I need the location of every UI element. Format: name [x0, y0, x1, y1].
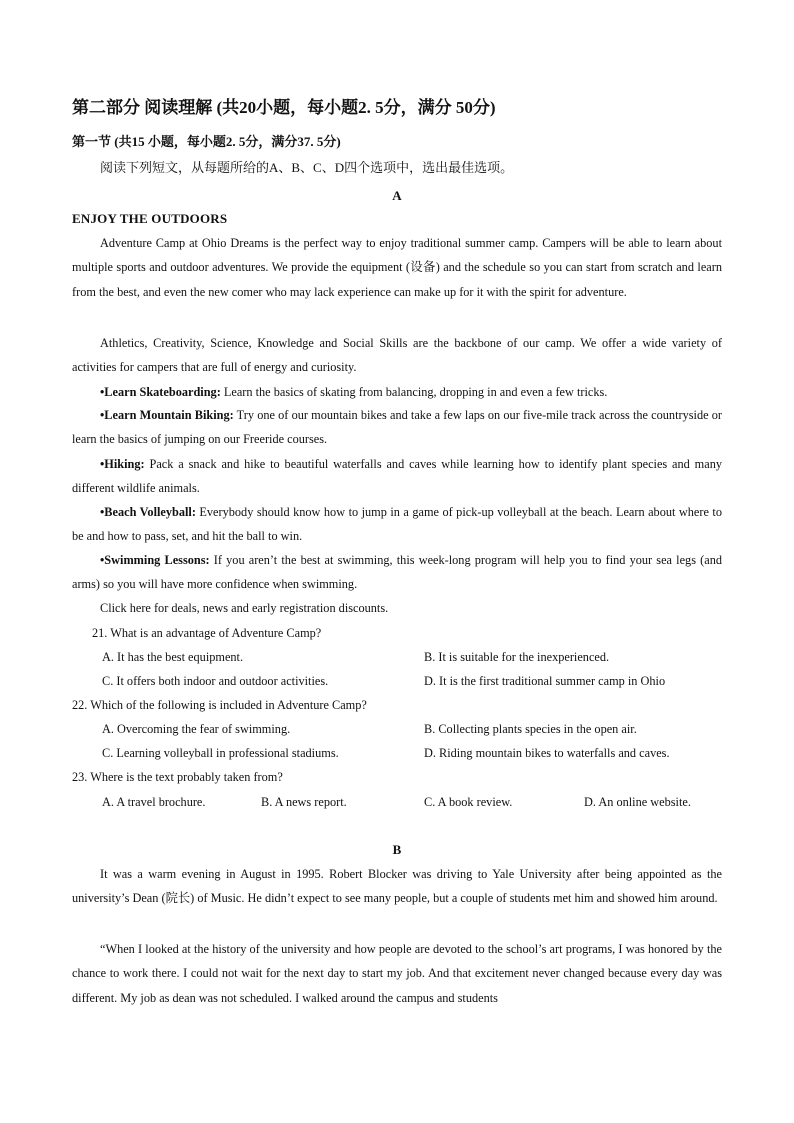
question-22-option-a: A. Overcoming the fear of swimming. — [102, 722, 291, 736]
bullet-label: •Hiking: — [100, 457, 145, 471]
question-21-option-c: C. It offers both indoor and outdoor activities. — [102, 674, 329, 688]
question-21-option-b: B. It is suitable for the inexperienced. — [424, 650, 610, 664]
section-subtitle: 第一节 (共15 小题，每小题2. 5分，满分37. 5分) — [72, 134, 341, 149]
instruction-text: 阅读下列短文，从每题所给的A、B、C、D四个选项中，选出最佳选项。 — [100, 160, 514, 175]
part-title: 第二部分 阅读理解 (共20小题，每小题2. 5分，满分 50分) — [72, 98, 496, 117]
passage-b-paragraph-1: It was a warm evening in August in 1995. Robert Blocker was driving to Yale University after being appointed as the university’s Dean (院长) of Music. He didn’t expect to see many people, but a couple of students met him and showed him around. — [72, 867, 722, 906]
bullet-text: If you aren’t the best at swimming, this week-long program will help you to find your sea legs (and arms) so you will have more confidence when swimming. — [72, 553, 722, 592]
question-23-option-b: B. A news report. — [261, 795, 347, 809]
question-22-option-d: D. Riding mountain bikes to waterfalls and caves. — [424, 746, 670, 760]
bullet-text: Pack a snack and hike to beautiful waterfalls and caves while learning how to identify plant species and many different wildlife animals. — [72, 457, 722, 496]
bullet-label: •Learn Skateboarding: — [100, 385, 221, 399]
question-21-option-d: D. It is the first traditional summer camp in Ohio — [424, 674, 666, 688]
passage-heading: ENJOY THE OUTDOORS — [72, 211, 228, 226]
bullet-swimming-lessons — [72, 548, 722, 597]
question-22-option-b: B. Collecting plants species in the open air. — [424, 722, 637, 736]
bullet-label: •Learn Mountain Biking: — [100, 408, 234, 422]
bullet-text: Everybody should know how to jump in a game of pick-up volleyball at the beach. Learn about where to be and how to pass, set, and hit the ball to win. — [72, 505, 722, 544]
question-21-stem: 21. What is an advantage of Adventure Camp? — [92, 626, 322, 640]
bullet-label: •Swimming Lessons: — [100, 553, 210, 567]
question-23-option-c: C. A book review. — [424, 795, 513, 809]
passage-a-paragraph-1: Adventure Camp at Ohio Dreams is the perfect way to enjoy traditional summer camp. Campers will be able to learn about multiple sports and outdoor adventures. We provide the equipment (设备) and the schedule so you can start from scratch and learn from the best, and even the new comer who may lack experience can make up for it with the spirit for adventure. — [72, 236, 722, 299]
bullet-text: Learn the basics of skating from balancing, dropping in and even a few tricks. — [220, 385, 608, 399]
section-letter-a: A — [392, 188, 402, 203]
question-23-option-d: D. An online website. — [584, 795, 691, 809]
passage-b-paragraph-2: “When I looked at the history of the university and how people are devoted to the school’s art programs, I was honored by the chance to work there. I could not wait for the next day to start my job. And that excitement never changed because every day was different. My job as dean was not scheduled. I walked around the campus and students — [72, 942, 722, 1005]
question-22-stem: 22. Which of the following is included in Adventure Camp? — [72, 698, 367, 712]
section-letter-b: B — [392, 842, 402, 857]
question-21-option-a: A. It has the best equipment. — [102, 650, 244, 664]
question-23-option-a: A. A travel brochure. — [102, 795, 206, 809]
bullet-hiking — [72, 452, 722, 501]
question-23-stem: 23. Where is the text probably taken from? — [72, 770, 283, 784]
question-22-option-c: C. Learning volleyball in professional stadiums. — [102, 746, 339, 760]
bullet-text: Try one of our mountain bikes and take a few laps on our five-mile track across the countryside or learn the basics of jumping on our Freeride courses. — [72, 408, 722, 447]
bullet-mountain-biking — [72, 403, 722, 452]
bullet-skateboarding — [72, 380, 722, 404]
passage-a-closing: Click here for deals, news and early registration discounts. — [100, 601, 389, 615]
bullet-beach-volleyball — [72, 500, 722, 549]
bullet-label: •Beach Volleyball: — [100, 505, 196, 519]
passage-a-paragraph-2: Athletics, Creativity, Science, Knowledge and Social Skills are the backbone of our camp. We offer a wide variety of activities for campers that are full of energy and curiosity. — [72, 336, 722, 375]
